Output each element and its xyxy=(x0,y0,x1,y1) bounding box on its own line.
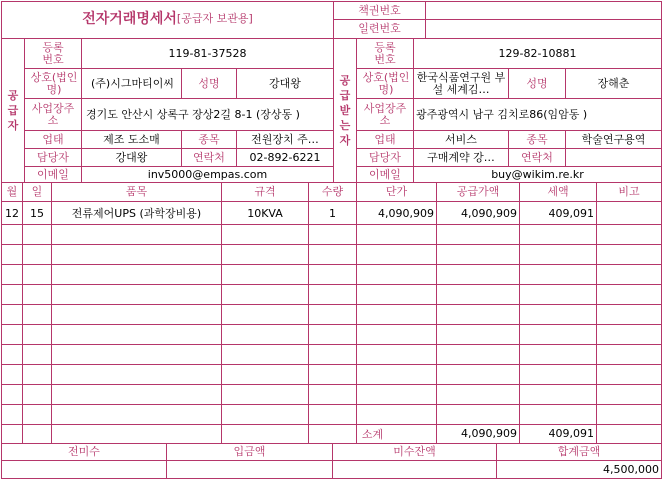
buyer-name-label: 상호(법인명) xyxy=(362,70,410,96)
items-row-line xyxy=(1,201,662,202)
items-row-line xyxy=(1,404,662,405)
item-note xyxy=(596,203,662,225)
item-tax: 409,091 xyxy=(548,207,594,220)
serial-value xyxy=(425,19,662,39)
supplier-addr-label: 사업장주소 xyxy=(31,101,75,127)
total-value: 4,500,000 xyxy=(603,463,659,476)
col-day-header: 일 xyxy=(31,184,43,198)
supplier-email-label: 이메일 xyxy=(37,167,69,181)
supplier-name: (주)시그마티이씨 xyxy=(91,76,174,90)
buyer-contact xyxy=(565,148,662,167)
buyer-email: buy@wikim.re.kr xyxy=(491,167,584,181)
col-unit-price-header: 단가 xyxy=(385,184,408,198)
col-spec-header: 규격 xyxy=(254,184,276,198)
outstanding-label: 전미수 xyxy=(68,445,100,458)
supplier-biztype: 제조 도소매 xyxy=(103,132,160,146)
supplier-reg-no: 119-81-37528 xyxy=(168,46,247,60)
items-row-line xyxy=(1,324,662,325)
col-item-header: 품목 xyxy=(125,184,148,198)
col-qty-header: 수량 xyxy=(321,184,344,198)
received-label: 입금액 xyxy=(233,445,266,458)
buyer-addr: 광주광역시 남구 김치로86(임암동 ) xyxy=(416,107,588,121)
unpaid-label: 미수잔액 xyxy=(393,445,436,458)
item-month: 12 xyxy=(5,207,19,220)
buyer-person: 구매계약 강… xyxy=(427,150,495,164)
supplier-addr: 경기도 안산시 상록구 장상2길 8-1 (장상동 ) xyxy=(86,107,300,121)
items-row-line xyxy=(1,344,662,345)
buyer-rep: 장해춘 xyxy=(597,76,630,90)
col-supply-header: 공급가액 xyxy=(456,184,500,198)
volume-value xyxy=(425,1,662,20)
col-note-header: 비고 xyxy=(618,184,640,198)
supplier-contact-label: 연락처 xyxy=(193,150,225,164)
item-name: 전류제어UPS (과학장비용) xyxy=(71,207,202,220)
buyer-biztype: 서비스 xyxy=(445,132,477,146)
items-row-line xyxy=(1,384,662,385)
buyer-addr-label: 사업장주소 xyxy=(363,101,407,127)
buyer-reg-label: 등록번호 xyxy=(374,40,396,66)
item-unit-price: 4,090,909 xyxy=(378,207,434,220)
received-value xyxy=(166,461,333,479)
supplier-name-label: 상호(법인명) xyxy=(30,70,78,96)
items-row-line xyxy=(1,424,662,425)
supplier-contact: 02-892-6221 xyxy=(249,150,321,164)
item-spec: 10KVA xyxy=(247,207,283,220)
item-qty: 1 xyxy=(329,207,336,220)
supplier-email: inv5000@empas.com xyxy=(147,167,268,181)
buyer-name: 한국식품연구원 부설 세계김… xyxy=(416,70,506,96)
title-text: 전자거래명세서 xyxy=(82,11,177,27)
buyer-person-label: 담당자 xyxy=(369,150,401,164)
supplier-biztype-label: 업태 xyxy=(42,132,64,146)
document-title xyxy=(1,1,334,37)
col-month-header: 월 xyxy=(6,184,18,198)
item-day: 15 xyxy=(30,207,44,220)
supplier-rep-label: 성명 xyxy=(198,76,220,90)
title-subtext: [공급자 보관용] xyxy=(176,12,253,25)
buyer-reg-no: 129-82-10881 xyxy=(498,46,577,60)
supplier-bizitem: 전원장치 주… xyxy=(251,132,319,146)
buyer-rep-label: 성명 xyxy=(526,76,548,90)
outstanding-value xyxy=(1,461,167,479)
volume-label: 책권번호 xyxy=(358,3,401,17)
items-row-line xyxy=(1,284,662,285)
total-label: 합계금액 xyxy=(557,445,601,458)
buyer-side-label: 공급받는자 xyxy=(339,74,351,147)
items-row-line xyxy=(1,264,662,265)
supplier-person: 강대왕 xyxy=(115,150,148,164)
supplier-rep: 강대왕 xyxy=(269,76,301,90)
buyer-email-label: 이메일 xyxy=(369,167,401,181)
buyer-bizitem-label: 종목 xyxy=(526,132,548,146)
supplier-side-label: 공급자 xyxy=(7,89,19,132)
unpaid-value xyxy=(332,461,497,479)
supplier-person-label: 담당자 xyxy=(37,150,69,164)
item-supply: 4,090,909 xyxy=(461,207,517,220)
subtotal-tax: 409,091 xyxy=(548,426,594,440)
items-row-line xyxy=(1,364,662,365)
items-row-line xyxy=(1,224,662,225)
supplier-reg-label: 등록번호 xyxy=(42,40,64,66)
buyer-bizitem: 학술연구용역 xyxy=(581,132,646,146)
serial-label: 일련번호 xyxy=(358,22,401,35)
subtotal-label: 소계 xyxy=(361,428,384,441)
buyer-contact-label: 연락처 xyxy=(521,150,553,164)
buyer-biztype-label: 업태 xyxy=(374,132,396,146)
items-row-line xyxy=(1,304,662,305)
items-row-line xyxy=(1,244,662,245)
col-tax-header: 세액 xyxy=(547,184,569,198)
supplier-bizitem-label: 종목 xyxy=(198,132,220,146)
subtotal-supply: 4,090,909 xyxy=(461,426,517,440)
